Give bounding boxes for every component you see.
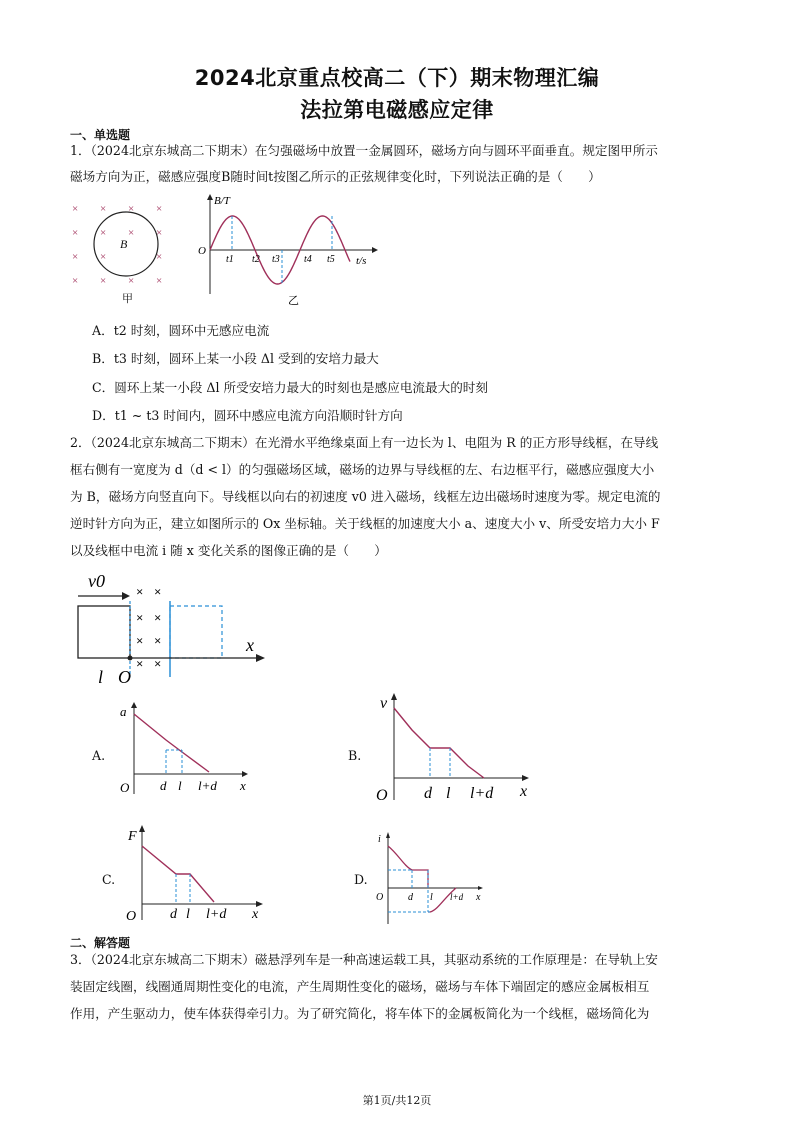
graph-curve bbox=[394, 708, 484, 778]
q1-figure-ring bbox=[68, 196, 188, 306]
tick-l-plus-d: l+d bbox=[206, 907, 227, 922]
q1-text-line2: 磁场方向为正，磁感应强度B随时间t按图乙所示的正弦规律变化时，下列说法正确的是（ ） bbox=[70, 169, 601, 184]
cross: × bbox=[156, 227, 163, 239]
cross: × bbox=[154, 584, 162, 599]
origin-label: O bbox=[120, 780, 130, 795]
velocity-arrow bbox=[122, 592, 130, 600]
cross: × bbox=[72, 251, 79, 263]
y-axis-label: v bbox=[380, 695, 388, 712]
q2-text-line1: 2．（2024北京东城高二下期末）在光滑水平绝缘桌面上有一边长为 l、电阻为 R 的正方形导线框，在导线 bbox=[70, 435, 659, 450]
y-axis-label: B/T bbox=[214, 195, 230, 207]
document-title: 2024北京重点校高二（下）期末物理汇编 bbox=[194, 66, 600, 90]
tick-t4: t4 bbox=[304, 254, 312, 265]
option-text: t3 时刻，圆环上某一小段 Δl 受到的安培力最大 bbox=[113, 351, 379, 366]
tick-l-plus-d: l+d bbox=[470, 785, 494, 802]
wire-frame bbox=[78, 606, 130, 658]
y-axis-label: F bbox=[128, 829, 137, 844]
option-letter: B． bbox=[92, 351, 114, 366]
tick-l-plus-d: l+d bbox=[450, 892, 464, 902]
q1-option-a[interactable] bbox=[92, 320, 269, 339]
fig-caption-yi: 乙 bbox=[288, 295, 299, 307]
cross: × bbox=[136, 610, 144, 625]
option-letter: A． bbox=[92, 323, 114, 338]
q1-option-b[interactable] bbox=[92, 348, 379, 367]
cross: × bbox=[136, 633, 144, 648]
q2-graph-b[interactable] bbox=[372, 690, 542, 805]
option-text: 圆环上某一小段 Δl 所受安培力最大的时刻也是感应电流最大的时刻 bbox=[114, 380, 488, 395]
fig-caption-jia: 甲 bbox=[122, 293, 133, 305]
q1-text-line1: 1．（2024北京东城高二下期末）在匀强磁场中放置一金属圆环，磁场方向与圆环平面垂直。规定图甲所示 bbox=[70, 143, 658, 158]
q3-text-line1: 3．（2024北京东城高二下期末）磁悬浮列车是一种高速运载工具，其驱动系统的工作原理是：在导轨上安 bbox=[70, 952, 658, 967]
q2-option-c-label[interactable]: C. bbox=[102, 872, 116, 887]
l-label: l bbox=[98, 667, 104, 687]
q2-graph-d[interactable] bbox=[372, 828, 492, 928]
cross: × bbox=[154, 656, 162, 671]
q2-graph-c[interactable] bbox=[122, 822, 272, 922]
cross: × bbox=[136, 584, 144, 599]
q2-option-a-label[interactable]: A. bbox=[92, 748, 106, 763]
tick-t5: t5 bbox=[327, 254, 335, 265]
section-heading-single-choice: 一、单选题 bbox=[70, 128, 131, 142]
x-axis-label: x bbox=[252, 907, 259, 922]
y-axis-label: a bbox=[120, 704, 127, 719]
origin-dot bbox=[128, 656, 133, 661]
q3-text-line3: 作用，产生驱动力，使车体获得牵引力。为了研究简化，将车体下的金属板简化为一个线框，磁场简化为 bbox=[70, 1006, 650, 1021]
origin-label: O bbox=[376, 787, 388, 804]
x-axis-label: x bbox=[240, 778, 246, 793]
cross: × bbox=[100, 203, 107, 215]
cross: × bbox=[100, 275, 107, 287]
option-letter: C． bbox=[92, 380, 115, 395]
q2-text-line3: 为 B，磁场方向竖直向下。导线框以向右的初速度 v0 进入磁场，线框左边出磁场时速度为零。规定电流的 bbox=[70, 489, 661, 504]
tick-d: d bbox=[408, 892, 413, 903]
q2-graph-a[interactable] bbox=[114, 700, 264, 800]
q2-setup-figure bbox=[70, 565, 270, 690]
v0-label: v0 bbox=[88, 571, 105, 591]
tick-l: l bbox=[446, 785, 451, 802]
graph-curve bbox=[134, 714, 209, 772]
page-number: 第1页/共12页 bbox=[362, 1094, 432, 1107]
tick-t3: t3 bbox=[272, 254, 280, 265]
origin-label: O bbox=[376, 892, 384, 903]
q1-option-d[interactable] bbox=[92, 405, 403, 424]
tick-d: d bbox=[424, 785, 432, 802]
origin-label: O bbox=[118, 667, 131, 687]
x-axis-label: x bbox=[520, 783, 528, 800]
q2-option-d-label[interactable]: D. bbox=[354, 872, 368, 887]
tick-t2: t2 bbox=[252, 254, 260, 265]
q1-option-c[interactable] bbox=[92, 377, 488, 396]
option-text: t1 ~ t3 时间内，圆环中感应电流方向沿顺时针方向 bbox=[114, 408, 403, 423]
x-axis-label: x bbox=[476, 892, 481, 903]
tick-l: l bbox=[430, 892, 433, 903]
y-axis-label: i bbox=[378, 834, 381, 845]
q2-text-line4: 逆时针方向为正，建立如图所示的 Ox 坐标轴。关于线框的加速度大小 a、速度大小 v、所受安培力大小 F bbox=[70, 516, 660, 531]
cross: × bbox=[136, 656, 144, 671]
tick-d: d bbox=[170, 907, 177, 922]
x-axis-label: t/s bbox=[356, 255, 367, 267]
tick-t1: t1 bbox=[226, 254, 234, 265]
cross: × bbox=[72, 275, 79, 287]
cross: × bbox=[100, 227, 107, 239]
cross: × bbox=[154, 610, 162, 625]
wire-frame-final-dashed bbox=[170, 606, 222, 658]
tick-l: l bbox=[186, 907, 190, 922]
tick-l: l bbox=[178, 778, 182, 793]
cross: × bbox=[128, 227, 135, 239]
graph-curve-positive bbox=[388, 846, 428, 888]
tick-d: d bbox=[160, 778, 167, 793]
option-letter: D． bbox=[92, 408, 115, 423]
q2-option-b-label[interactable]: B. bbox=[348, 748, 362, 763]
field-label: B bbox=[120, 237, 128, 251]
origin-label: O bbox=[198, 245, 206, 257]
q3-text-line2: 装固定线圈，线圈通周期性变化的电流，产生周期性变化的磁场，磁场与车体下端固定的感应金属板相互 bbox=[70, 979, 650, 994]
q2-text-line5: 以及线框中电流 i 随 x 变化关系的图像正确的是（ ） bbox=[70, 543, 387, 558]
cross: × bbox=[128, 275, 135, 287]
section-heading-answer: 二、解答题 bbox=[70, 936, 131, 950]
cross: × bbox=[100, 251, 107, 263]
x-axis-label: x bbox=[246, 635, 254, 655]
cross: × bbox=[128, 203, 135, 215]
cross: × bbox=[156, 203, 163, 215]
cross: × bbox=[156, 275, 163, 287]
cross: × bbox=[72, 203, 79, 215]
document-subtitle: 法拉第电磁感应定律 bbox=[300, 98, 494, 122]
q2-text-line2: 框右侧有一宽度为 d（d < l）的匀强磁场区域，磁场的边界与导线框的左、右边框平行，磁感应强度大小 bbox=[70, 462, 655, 477]
q1-figure-sine-graph bbox=[196, 192, 386, 307]
origin-label: O bbox=[126, 909, 137, 922]
cross: × bbox=[72, 227, 79, 239]
tick-l-plus-d: l+d bbox=[198, 778, 217, 793]
cross: × bbox=[156, 251, 163, 263]
option-text: t2 时刻，圆环中无感应电流 bbox=[113, 323, 270, 338]
graph-curve bbox=[142, 846, 214, 902]
cross: × bbox=[154, 633, 162, 648]
